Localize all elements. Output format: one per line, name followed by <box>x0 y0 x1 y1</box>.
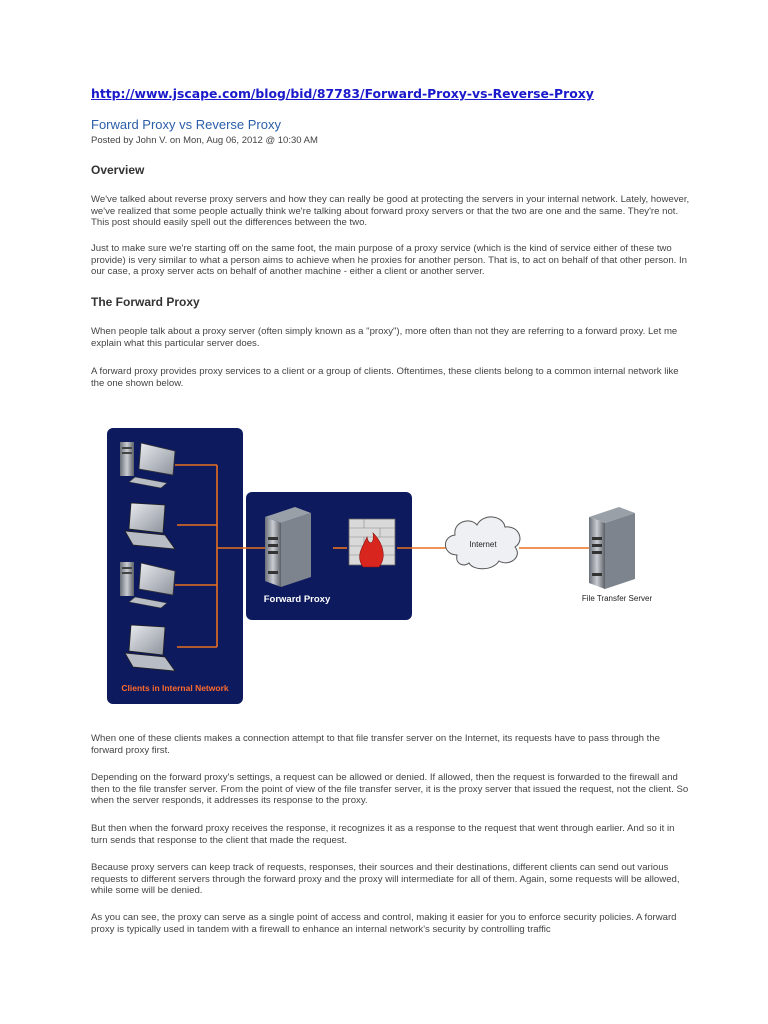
paragraph-8: Because proxy servers can keep track of requests, responses, their sources and their destinations, different clients can send out various requests to different servers through the forward proxy and the proxy will intermediate for all of them. Again, some requests will be allowed, while some will be denied. <box>91 862 680 896</box>
file-transfer-server-label: File Transfer Server <box>581 594 653 603</box>
internet-label: Internet <box>469 540 497 549</box>
forward-proxy-label: Forward Proxy <box>263 594 331 605</box>
article-title: Forward Proxy vs Reverse Proxy <box>91 117 281 132</box>
paragraph-2: Just to make sure we're starting off on the same foot, the main purpose of a proxy service (which is the kind of service either of these two provide) is very similar to what a person aims to achieve when he proxies for another person. That is, to act on behalf of that other person. In our case, a proxy server acts on behalf of another machine - either a client or another server. <box>91 243 688 277</box>
paragraph-9: As you can see, the proxy can serve as a single point of access and control, making it easier for you to enforce security policies. A forward proxy is typically used in tandem with a firewall to enhance an internal network's security by controlling traffic <box>91 912 677 935</box>
paragraph-7: But then when the forward proxy receives the response, it recognizes it as a response to the request that went through earlier. And so it in turn sends that response to the client that made the request. <box>91 823 675 846</box>
paragraph-5: When one of these clients makes a connection attempt to that file transfer server on the Internet, its requests have to pass through the forward proxy first. <box>91 733 661 756</box>
paragraph-1: We've talked about reverse proxy servers and how they can really be good at protecting the servers in your internal network. Lately, however, we've realized that some people actually think we're talking about forward proxy servers or that the two are one and the same. They're not. This post should easily spell out the differences between the two. <box>91 194 690 228</box>
overview-heading: Overview <box>91 163 145 177</box>
blog-url-link[interactable]: http://www.jscape.com/blog/bid/87783/Forward-Proxy-vs-Reverse-Proxy <box>91 86 594 101</box>
firewall-icon <box>349 519 395 567</box>
clients-network-label: Clients in Internal Network <box>121 683 229 693</box>
server-tower-icon <box>589 507 635 589</box>
paragraph-6: Depending on the forward proxy's settings, a request can be allowed or denied. If allowed, then the request is forwarded to the firewall and then to the file transfer server. From the point of view of the file transfer server, it is the proxy server that issued the request, not the client. So when the server responds, it addresses its response to the proxy. <box>91 772 689 806</box>
paragraph-4: A forward proxy provides proxy services to a client or a group of clients. Oftentimes, these clients belong to a common internal network like the one shown below. <box>91 366 679 389</box>
paragraph-3: When people talk about a proxy server (often simply known as a "proxy"), more often than not they are referring to a forward proxy. Let me explain what this particular server does. <box>91 326 678 349</box>
server-tower-icon <box>265 507 311 587</box>
forward-proxy-diagram <box>105 425 665 710</box>
forward-proxy-heading: The Forward Proxy <box>91 295 200 309</box>
article-byline: Posted by John V. on Mon, Aug 06, 2012 @ 10:30 AM <box>91 135 318 146</box>
